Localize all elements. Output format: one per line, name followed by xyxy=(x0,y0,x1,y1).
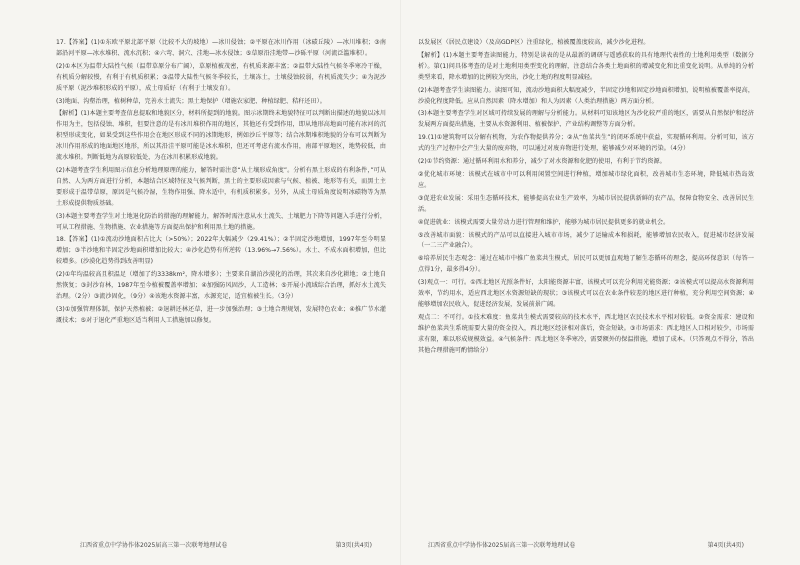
paragraph: 17.【答案】(1)①东欧平原北部平原（比较不大的坡地）—冰川侵蚀；②平原在冰川作用（冰碛丘陵）—冰川堆积；③南部沿河平原—冰水堆积、流水沉积；④六弯、洞穴、洼地—冰水侵蚀；⑤草原沿洼地带—沙砾平原（河流泛滥堆积）。 xyxy=(56,39,386,57)
right-footer xyxy=(428,540,744,552)
paragraph: (3)地面、沟壑治理，植树种草，完善水土流失；黑土地保护（增施农家肥、种植绿肥、秸秆还田）。 xyxy=(56,97,326,105)
paragraph: ④促进就业：该模式需要大量劳动力进行管理和维护，能够为城市居民提供更多的就业机会。 xyxy=(418,218,670,226)
paragraph: (3)本题主要考查学生对土地退化防治的措施的理解能力，解答时需注意从水土流失、土壤肥力下降等问题入手进行分析，可从工程措施、生物措施、农业措施等方面提出保护和利用黑土地的措施。 xyxy=(56,212,386,231)
paragraph: (3)观点一：可行。①西北地区光照条件好，太阳能资源丰富，该模式可以充分利用光能资源；②该模式可以提高水资源利用效率，节约用水，适应西北地区水资源短缺的现状；③该模式可以在农业条件较差的地区进行种植，充分利用空间资源；④能够增加农民收入，促进经济发展，发展前景广阔。 xyxy=(418,279,754,308)
paragraph: 18.【答案】(1)①流动沙地面积占比大（>50%）；2022年大幅减少（29.41%）；②半固定沙地增加，1997年至今明显增加；③半沙地和半固定沙地面积增加比较大；④沙化趋势有所逆转（13.96%→7.56%）。水土、不成水面积增加，但比较增多。(沙漠化趋势得到改善明显) xyxy=(56,236,386,266)
footer-page-number: 第4页(共4页) xyxy=(707,542,744,549)
paragraph: 观点二：不可行。①技术难度：鱼菜共生模式需要较高的技术水平，西北地区农民技术水平相对较低。②资金需求：建设和维护鱼菜共生系统需要大量的资金投入，西北地区经济相对落后，资金短缺。③市场需求：西北地区人口相对较少，市场需求有限，难以形成规模效益。④气候条件：西北地区冬季寒冷，需要额外的保温措施，增加了成本。（只答观点不得分，答出其他合理措施可酌情给分） xyxy=(418,313,754,354)
paragraph: 以发展区（居民点建设）（及高GDP区）注重绿化，植被覆盖度较高，减少沙化进程。 xyxy=(418,39,650,46)
paragraph: ②优化城市环境：该模式在城市中可以利用闲置空间进行种植，增加城市绿化面积，改善城市生态环境，降低城市热岛效应。 xyxy=(418,170,754,189)
footer-exam-title: 江西省重点中学协作体2025届高三第一次联考地理试卷 xyxy=(428,542,576,549)
paragraph: (2)①节约资源：通过循环利用水和养分，减少了对水资源和化肥的使用，有利于节约资源。 xyxy=(418,158,666,166)
left-footer xyxy=(80,540,372,552)
paragraph: ⑤改善城市面貌：该模式的产品可以直接进入城市市场，减少了运输成本和损耗，能够增加农民收入，促进城市经济发展（一二三产业融合）。 xyxy=(418,231,754,250)
paragraph: ③促进农业发展：采用生态循环技术，能够提高农业生产效率，为城市居民提供新鲜的农产品，保障食物安全、改善居民生活。 xyxy=(418,194,754,213)
paragraph: 【解析】(1)本题主要考查读图能力，特别是读表的是从最新的调研与遥感获取的具有地理代表性的土地利用类型（数据分析）。第(1)问具体考查的是对土地利用类型变化的理解，注意结合各类土地面积的增减变化和比重变化说明。从单纯的分析类型来看，降水增加的比例较为突出，沙化土地的程度明显减轻。 xyxy=(418,51,754,81)
left-page xyxy=(56,38,386,538)
paragraph: (2)本题考查学生读图能力。读图可知，流动沙地面积大幅度减少，半固定沙地和固定沙地面积增加，说明植被覆盖率提高，沙漠化程度降低。应从自然因素（降水增加）和人为因素（人类治理措施）两方面分析。 xyxy=(418,86,754,105)
footer-exam-title: 江西省重点中学协作体2025届高三第一次联考地理试卷 xyxy=(80,542,228,549)
paragraph: (3)本题主要考查学生对区域可持续发展的理解与分析能力。从材料可知该地区为沙化较严重的地区，需要从自然保护和经济发展两方面提出措施，主要从水资源利用、植被保护、产业结构调整等方面分析。 xyxy=(418,110,754,129)
paragraph: (2)本题考查学生利用图示信息分析地理原理的能力，解答时需注意“从土壤形成角度”。分析有黑土形成的有利条件，”可从自然、人为两方面进行分析，本题结合区域特征及气候判断，黑土的主要形成因素与气候、植被、地形等有关，而黑土主要形成于温带草原，原因是气候冷湿，生物作用强、降水适中，有机质积累多。另外，从成土母质角度说明冰碛物等为黑土形成提供物质基础。 xyxy=(56,166,386,207)
paragraph: 【解析】(1)本题主要考查信息提取和地貌区分，材料所提到的地貌。图示冰期终末地貌特征可以判断出描述的地貌以冰川作用为主，包括侵蚀、堆积，但要注意的是有冰川堆积作用的地区，其他还有受到作用，即从地形高地面可能有冰河的沉积型形成变化，如果受到这些作用会在地区形成不同的冰期地形，例如沙丘平原等；结合冰期堆积地貌的分布可以判断为冰川作用形成的地面地区地形，所以其沿洼平原可能是冰水堆积，但还可考虑有流水作用，南部平原地区，地势较低，由流水堆积。判断低地为高原较低处，为在冰川积累形成地貌。 xyxy=(56,110,386,162)
page-spine xyxy=(400,0,401,565)
paragraph: (2)①本区为温带大陆性气候（温带草原分布广阔），草原植被茂密，有机质来源丰富；②温带大陆性气候冬季寒冷干燥，有机质分解较慢，有利于有机质积累；③温带大陆性气候冬季较长，土壤冻土，土壤侵蚀较弱，有机质流失少；④为泥沙质平原（泥沙堆积形成的平原），成土母质好（有利于土壤发育）。 xyxy=(56,62,386,92)
paragraph: (3)①加强管理体制，保护天然植被；②退耕还林还草，进一步加强治理；③土地合理规划，发展特色农业；④推广节水灌溉技术；⑤对于退化严重地区适当利用人工措施加以修复。 xyxy=(56,305,386,324)
footer-page-number: 第3页(共4页) xyxy=(335,542,372,549)
right-page xyxy=(418,38,754,538)
paragraph: (2)①年均温较高且积温足（增加了约3338km²，降水增多）；主要来自湖泊沙漠化的治理，其次来自沙化耕地；②土地自然恢复；③封沙育林，1987年至今植被覆盖率增加；④加强防风固沙，人工造林；⑤开展小流域综合治理，抓好水土流失治理。（2分）③流沙固化，（9分）④该地水资源丰富，水源充足，适宜植被生长。（3分） xyxy=(56,271,386,300)
paragraph: ⑥培养居民生态观念：通过在城市中推广鱼菜共生模式，居民可以更加直观地了解生态循环的理念，提高环保意识（每答一点得1分，最多得4分）。 xyxy=(418,255,754,274)
paragraph: 19.(1)①建筑物可以分解有机物，为农作物提供养分；②从“鱼菜共生”的闭环系统中获益，实现循环利用。分析可知，该方式的生产过程中会产生大量的废弃物，可以通过对废弃物进行处理，能够减少对环境的污染。（4分） xyxy=(418,134,754,153)
